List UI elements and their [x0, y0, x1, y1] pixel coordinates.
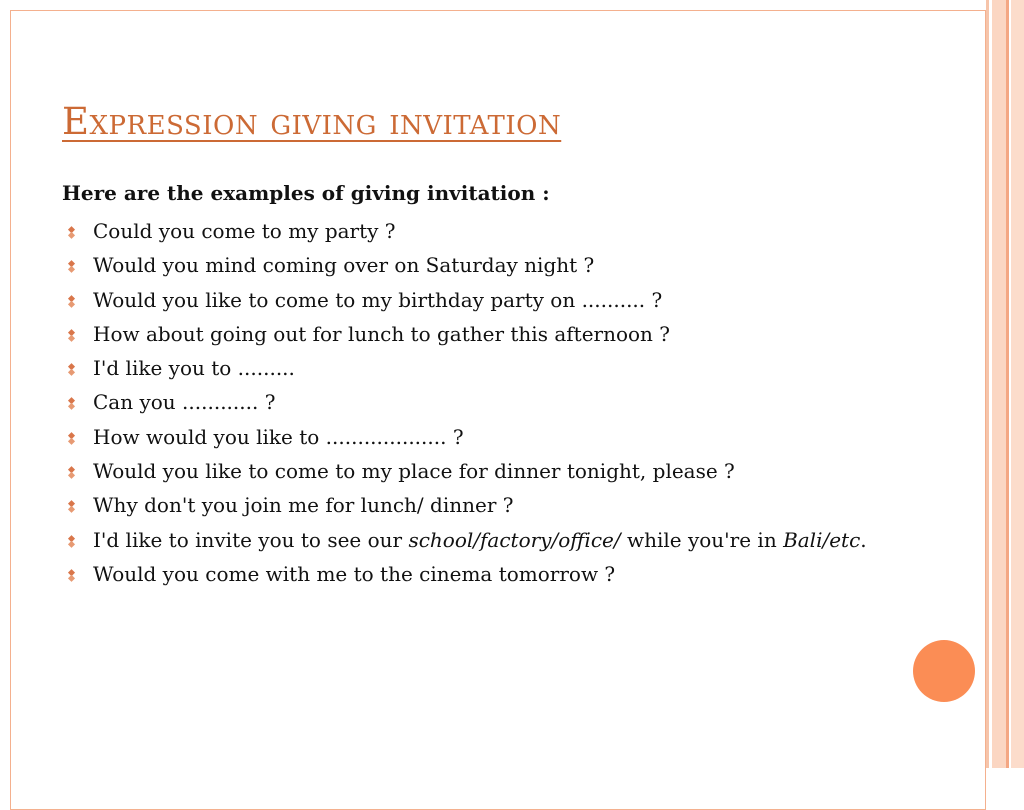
list-item: Why don't you join me for lunch/ dinner ?	[62, 492, 892, 518]
slide-title: Expression giving invitation	[62, 100, 562, 143]
decorative-stripes	[986, 0, 1024, 768]
diamond-bullet-icon	[66, 501, 77, 512]
list-item: Could you come to my party ?	[62, 218, 892, 244]
list-item: How about going out for lunch to gather this afternoon ?	[62, 321, 892, 347]
list-item: Would you like to come to my birthday party on .......... ?	[62, 287, 892, 313]
diamond-bullet-icon	[66, 296, 77, 307]
list-item: I'd like you to .........	[62, 355, 892, 381]
list-item: Would you like to come to my place for dinner tonight, please ?	[62, 458, 892, 484]
italic-location: Bali/etc	[783, 527, 861, 552]
decorative-circle	[913, 640, 975, 702]
italic-places: school/factory/office/	[408, 527, 621, 552]
invitation-list	[62, 218, 892, 595]
list-item: Can you ............ ?	[62, 389, 892, 415]
diamond-bullet-icon	[66, 227, 77, 238]
list-item: Would you come with me to the cinema tomorrow ?	[62, 561, 892, 587]
diamond-bullet-icon	[66, 398, 77, 409]
diamond-bullet-icon	[66, 433, 77, 444]
diamond-bullet-icon	[66, 467, 77, 478]
diamond-bullet-icon	[66, 536, 77, 547]
diamond-bullet-icon	[66, 570, 77, 581]
diamond-bullet-icon	[66, 364, 77, 375]
list-item: Would you mind coming over on Saturday night ?	[62, 252, 892, 278]
intro-text: Here are the examples of giving invitation :	[62, 181, 550, 205]
diamond-bullet-icon	[66, 261, 77, 272]
diamond-bullet-icon	[66, 330, 77, 341]
list-item: How would you like to ................... ?	[62, 424, 892, 450]
list-item: I'd like to invite you to see our school/factory/office/ while you're in Bali/etc.	[62, 527, 892, 553]
